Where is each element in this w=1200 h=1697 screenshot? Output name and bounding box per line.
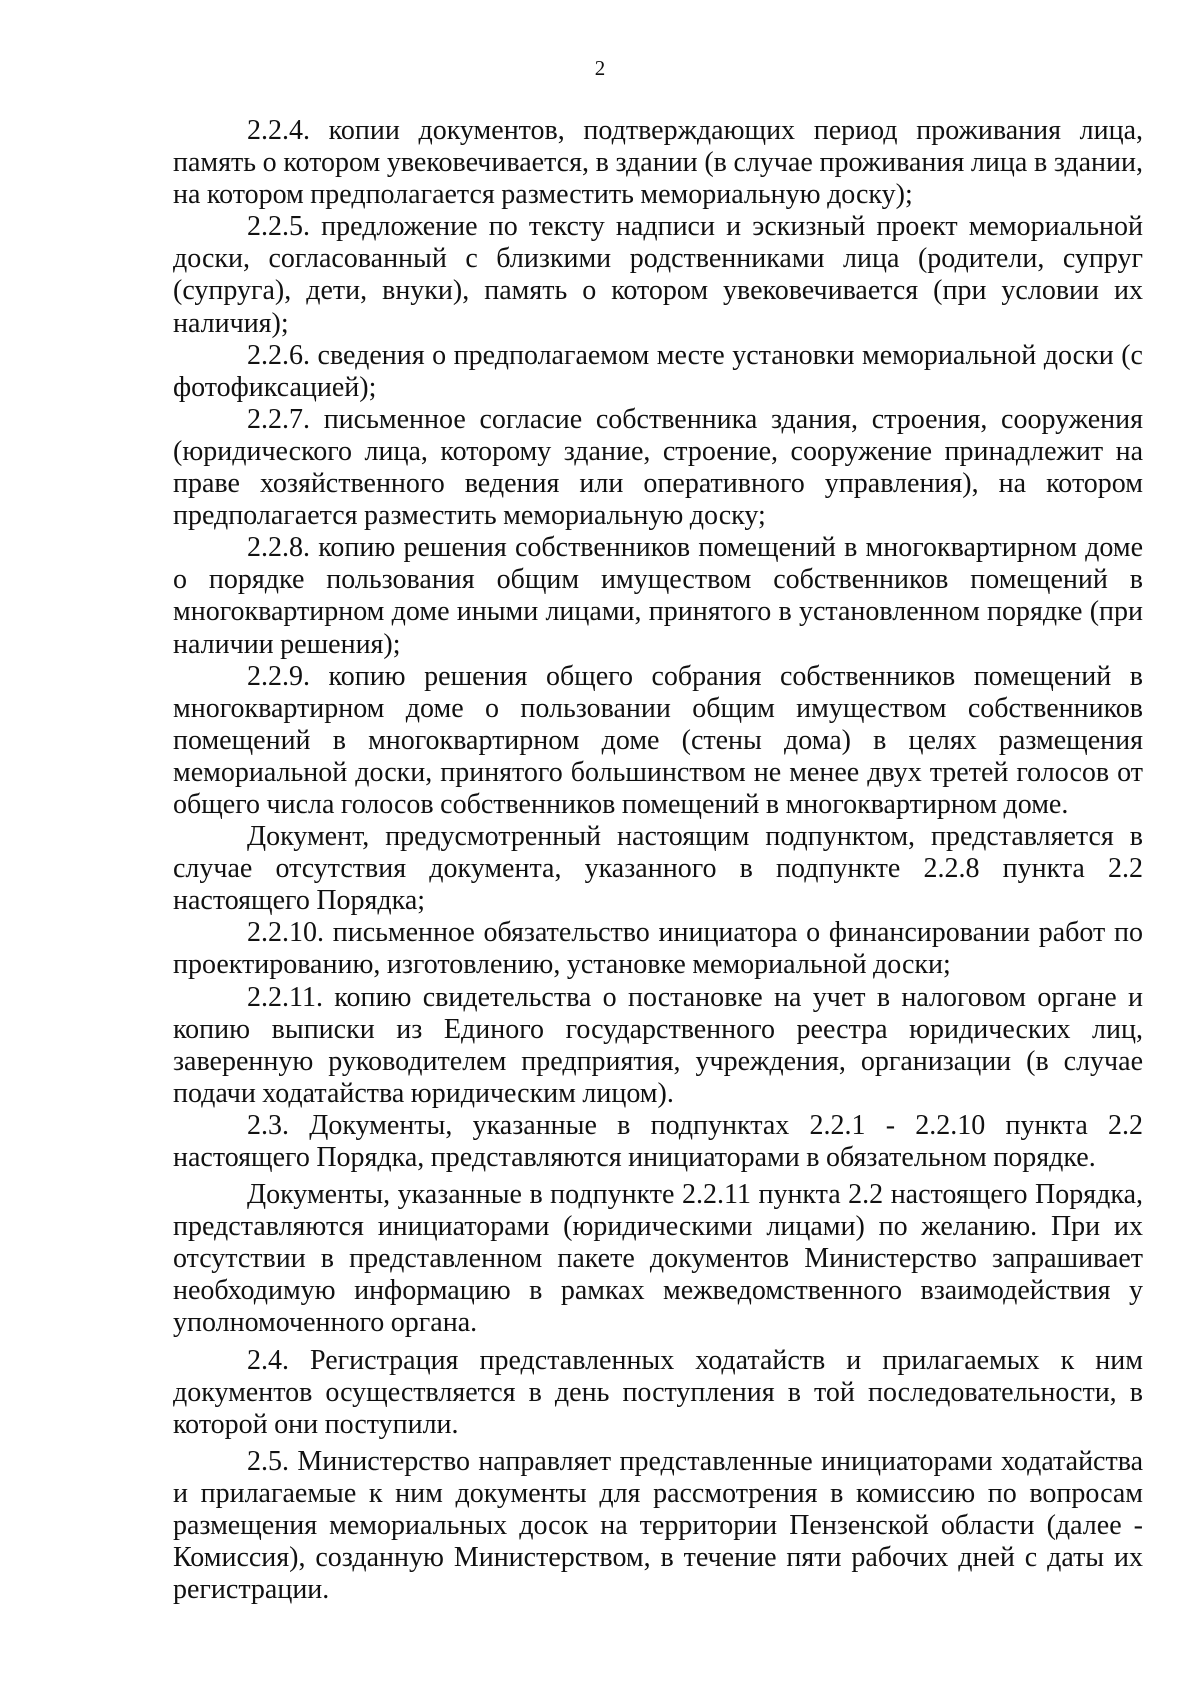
paragraph-2-5: 2.5. Министерство направляет представленные инициаторами ходатайства и прилагаемые к ним документы для рассмотрения в комиссию по вопросам размещения мемориальных досок на территории Пензенской области (далее - Комиссия), созданную Министерством, в течение пяти рабочих дней с даты их регистрации. (173, 1445, 1143, 1606)
paragraph-2-2-4: 2.2.4. копии документов, подтверждающих период проживания лица, память о котором увековечивается, в здании (в случае проживания лица в здании, на котором предполагается разместить мемориальную доску); (173, 115, 1143, 211)
paragraph-2-2-11: 2.2.11. копию свидетельства о постановке на учет в налоговом органе и копию выписки из Единого государственного реестра юридических лиц, заверенную руководителем предприятия, учреждения, организации (в случае подачи ходатайства юридическим лицом). (173, 981, 1143, 1109)
paragraph-2-3: 2.3. Документы, указанные в подпунктах 2.2.1 - 2.2.10 пункта 2.2 настоящего Порядка, представляются инициаторами в обязательном порядке. (173, 1109, 1143, 1173)
paragraph-2-2-5: 2.2.5. предложение по тексту надписи и эскизный проект мемориальной доски, согласованный с близкими родственниками лица (родители, супруг (супруга), дети, внуки), память о котором увековечивается (при условии их наличия); (173, 211, 1143, 339)
paragraph-2-2-7: 2.2.7. письменное согласие собственника здания, строения, сооружения (юридического лица, которому здание, строение, сооружение принадлежит на праве хозяйственного ведения или оперативного управления), на котором предполагается разместить мемориальную доску; (173, 403, 1143, 532)
page-number: 2 (594, 56, 606, 80)
paragraph-2-4: 2.4. Регистрация представленных ходатайств и прилагаемых к ним документов осуществляется в день поступления в той последовательности, в которой они поступили. (173, 1344, 1143, 1440)
document-body (173, 115, 1143, 1606)
paragraph-2-2-9-note: Документ, предусмотренный настоящим подпунктом, представляется в случае отсутствия документа, указанного в подпункте 2.2.8 пункта 2.2 настоящего Порядка; (173, 821, 1143, 917)
paragraph-2-3-note: Документы, указанные в подпункте 2.2.11 пункта 2.2 настоящего Порядка, представляются инициаторами (юридическими лицами) по желанию. При их отсутствии в представленном пакете документов Министерство запрашивает необходимую информацию в рамках межведомственного взаимодействия у уполномоченного органа. (173, 1179, 1143, 1339)
paragraph-2-2-8: 2.2.8. копию решения собственников помещений в многоквартирном доме о порядке пользования общим имуществом собственников помещений в многоквартирном доме иными лицами, принятого в установленном порядке (при наличии решения); (173, 532, 1143, 660)
paragraph-2-2-6: 2.2.6. сведения о предполагаемом месте установки мемориальной доски (с фотофиксацией); (173, 339, 1143, 403)
paragraph-2-2-10: 2.2.10. письменное обязательство инициатора о финансировании работ по проектированию, изготовлению, установке мемориальной доски; (173, 917, 1143, 981)
paragraph-2-2-9: 2.2.9. копию решения общего собрания собственников помещений в многоквартирном доме о пользовании общим имуществом собственников помещений в многоквартирном доме (стены дома) в целях размещения мемориальной доски, принятого большинством не менее двух третей голосов от общего числа голосов собственников помещений в многоквартирном доме. (173, 660, 1143, 820)
